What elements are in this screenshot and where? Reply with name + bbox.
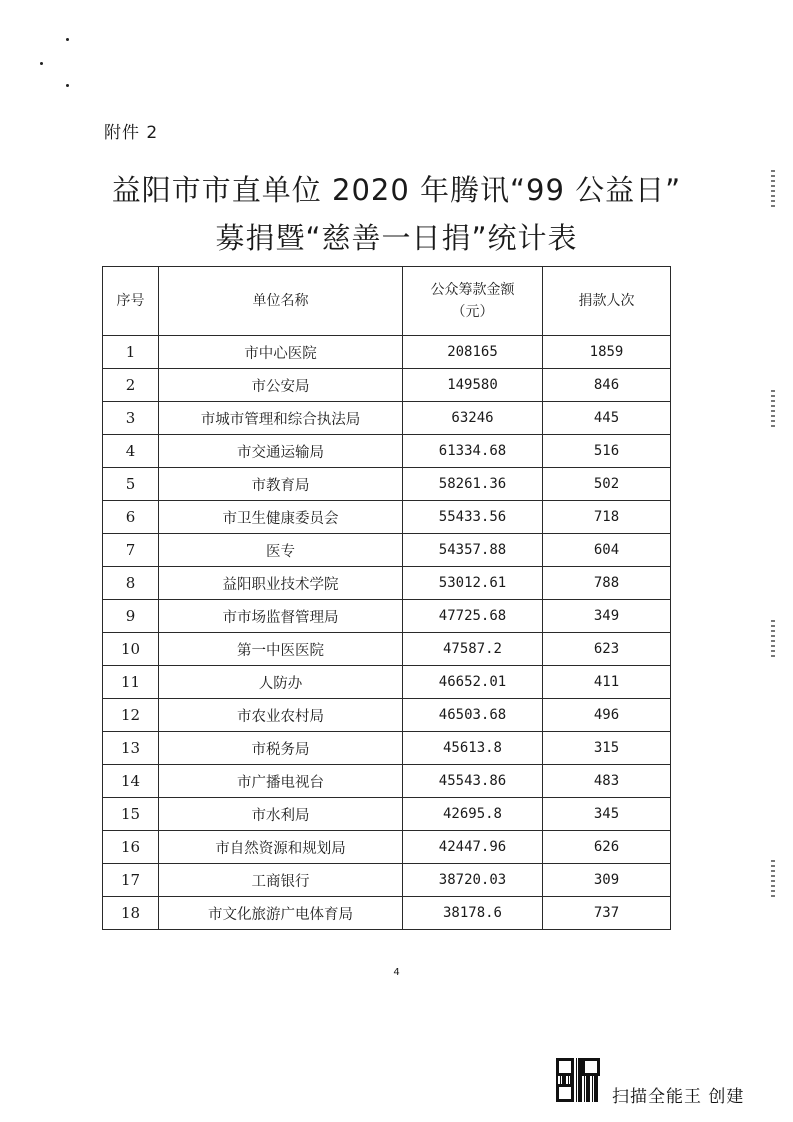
row-unit-name-cell: 人防办	[159, 666, 403, 699]
row-amount-cell: 55433.56	[403, 501, 543, 534]
row-donor-count-cell: 496	[543, 699, 671, 732]
header-amount-line2: （元）	[451, 304, 494, 320]
row-amount-cell: 61334.68	[403, 435, 543, 468]
row-unit-name-cell: 第一中医医院	[159, 633, 403, 666]
table-row	[103, 369, 671, 402]
row-index-cell: 16	[103, 831, 159, 864]
row-donor-count-cell: 846	[543, 369, 671, 402]
row-amount-cell: 54357.88	[403, 534, 543, 567]
scan-speck	[40, 62, 43, 65]
header-unit-name: 单位名称	[159, 267, 403, 336]
row-unit-name-cell: 工商银行	[159, 864, 403, 897]
row-amount-cell: 38178.6	[403, 897, 543, 930]
row-amount-cell: 208165	[403, 336, 543, 369]
row-donor-count-cell: 502	[543, 468, 671, 501]
document-title-line1: 益阳市市直单位 2020 年腾讯“99 公益日”	[111, 173, 682, 207]
header-donor-count: 捐款人次	[543, 267, 671, 336]
row-amount-cell: 58261.36	[403, 468, 543, 501]
row-index-cell: 14	[103, 765, 159, 798]
row-index-cell: 18	[103, 897, 159, 930]
row-amount-cell: 53012.61	[403, 567, 543, 600]
header-amount	[403, 267, 543, 336]
row-index-cell: 12	[103, 699, 159, 732]
row-donor-count-cell: 788	[543, 567, 671, 600]
row-donor-count-cell: 623	[543, 633, 671, 666]
row-amount-cell: 42695.8	[403, 798, 543, 831]
row-amount-cell: 45543.86	[403, 765, 543, 798]
scan-speck	[66, 84, 69, 87]
row-donor-count-cell: 483	[543, 765, 671, 798]
row-donor-count-cell: 309	[543, 864, 671, 897]
header-amount-line1: 公众筹款金额	[430, 282, 515, 298]
row-index-cell: 6	[103, 501, 159, 534]
table-row	[103, 534, 671, 567]
document-title-line2: 募捐暨“慈善一日捐”统计表	[215, 221, 578, 255]
row-index-cell: 1	[103, 336, 159, 369]
table-body	[103, 336, 671, 930]
table-row	[103, 633, 671, 666]
row-unit-name-cell: 市卫生健康委员会	[159, 501, 403, 534]
row-unit-name-cell: 益阳职业技术学院	[159, 567, 403, 600]
row-index-cell: 2	[103, 369, 159, 402]
row-index-cell: 4	[103, 435, 159, 468]
row-amount-cell: 45613.8	[403, 732, 543, 765]
donation-statistics-table	[102, 266, 671, 930]
table-row	[103, 798, 671, 831]
qr-code-icon	[556, 1058, 600, 1102]
row-unit-name-cell: 市税务局	[159, 732, 403, 765]
row-unit-name-cell: 市城市管理和综合执法局	[159, 402, 403, 435]
row-unit-name-cell: 市中心医院	[159, 336, 403, 369]
row-amount-cell: 38720.03	[403, 864, 543, 897]
row-index-cell: 8	[103, 567, 159, 600]
row-unit-name-cell: 市广播电视台	[159, 765, 403, 798]
row-amount-cell: 63246	[403, 402, 543, 435]
table-row	[103, 699, 671, 732]
table-row	[103, 765, 671, 798]
row-donor-count-cell: 718	[543, 501, 671, 534]
scan-speck	[66, 38, 69, 41]
row-amount-cell: 46503.68	[403, 699, 543, 732]
row-donor-count-cell: 737	[543, 897, 671, 930]
row-index-cell: 11	[103, 666, 159, 699]
row-unit-name-cell: 市水利局	[159, 798, 403, 831]
table-row	[103, 468, 671, 501]
row-amount-cell: 46652.01	[403, 666, 543, 699]
row-unit-name-cell: 医专	[159, 534, 403, 567]
row-unit-name-cell: 市自然资源和规划局	[159, 831, 403, 864]
table-row	[103, 666, 671, 699]
row-donor-count-cell: 411	[543, 666, 671, 699]
row-amount-cell: 42447.96	[403, 831, 543, 864]
table-row	[103, 435, 671, 468]
table-row	[103, 831, 671, 864]
table-row	[103, 897, 671, 930]
table-row	[103, 567, 671, 600]
table-header-row	[103, 267, 671, 336]
row-donor-count-cell: 516	[543, 435, 671, 468]
row-amount-cell: 47725.68	[403, 600, 543, 633]
scan-edge-mark	[771, 860, 775, 900]
row-unit-name-cell: 市农业农村局	[159, 699, 403, 732]
row-amount-cell: 47587.2	[403, 633, 543, 666]
row-unit-name-cell: 市交通运输局	[159, 435, 403, 468]
scan-edge-mark	[771, 620, 775, 660]
attachment-label: 附件 2	[104, 123, 159, 143]
row-unit-name-cell: 市公安局	[159, 369, 403, 402]
table-row	[103, 864, 671, 897]
row-donor-count-cell: 1859	[543, 336, 671, 369]
row-donor-count-cell: 315	[543, 732, 671, 765]
row-donor-count-cell: 604	[543, 534, 671, 567]
table-row	[103, 501, 671, 534]
row-index-cell: 5	[103, 468, 159, 501]
row-donor-count-cell: 445	[543, 402, 671, 435]
row-unit-name-cell: 市教育局	[159, 468, 403, 501]
row-unit-name-cell: 市文化旅游广电体育局	[159, 897, 403, 930]
page-number: 4	[393, 967, 400, 978]
row-donor-count-cell: 345	[543, 798, 671, 831]
scan-edge-mark	[771, 390, 775, 430]
scanner-watermark: 扫描全能王 创建	[612, 1087, 745, 1107]
row-amount-cell: 149580	[403, 369, 543, 402]
row-index-cell: 10	[103, 633, 159, 666]
table-row	[103, 402, 671, 435]
row-donor-count-cell: 349	[543, 600, 671, 633]
row-index-cell: 15	[103, 798, 159, 831]
row-index-cell: 9	[103, 600, 159, 633]
row-index-cell: 3	[103, 402, 159, 435]
row-donor-count-cell: 626	[543, 831, 671, 864]
row-index-cell: 7	[103, 534, 159, 567]
table-row	[103, 336, 671, 369]
row-unit-name-cell: 市市场监督管理局	[159, 600, 403, 633]
header-index: 序号	[103, 267, 159, 336]
row-index-cell: 17	[103, 864, 159, 897]
row-index-cell: 13	[103, 732, 159, 765]
table-row	[103, 732, 671, 765]
table-row	[103, 600, 671, 633]
